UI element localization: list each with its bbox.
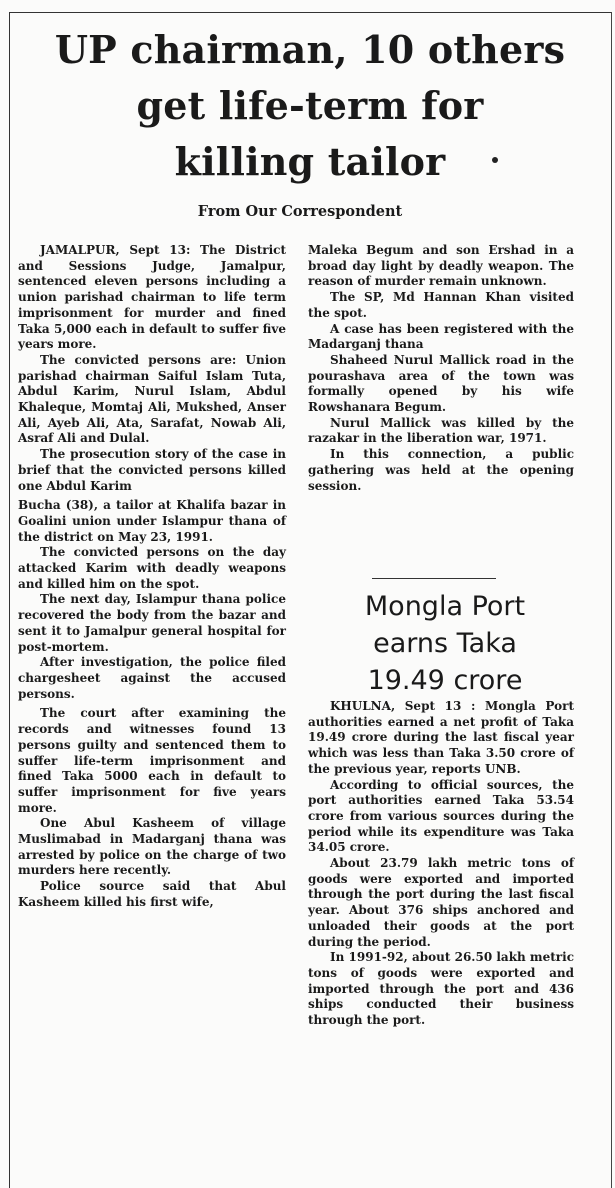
article-paragraph: The convicted persons are: Union parishad chairman Saiful Islam Tuta, Abdul Karim, Nurul Islam, Abdul Khaleque, Momtaj Ali, Mukshed, Anser Ali, Ayeb Ali, Ata, Sarafat, Nowab Ali, Asraf Ali and Dulal. <box>18 352 286 446</box>
headline-line: killing tailor <box>174 139 446 184</box>
article-paragraph: About 23.79 lakh metric tons of goods were exported and imported through the port during the last fiscal year. About 376 ships anchored and unloaded their goods at the port during the period. <box>308 856 574 949</box>
article-paragraph: Bucha (38), a tailor at Khalifa bazar in Goalini union under Islampur thana of the district on May 23, 1991. <box>18 498 286 544</box>
article-paragraph: A case has been registered with the Madarganj thana <box>308 321 574 352</box>
headline-line: get life-term for <box>136 83 484 128</box>
article-paragraph: Maleka Begum and son Ershad in a broad day light by deadly weapon. The reason of murder remain unknown. <box>308 243 574 289</box>
article-paragraph: The prosecution story of the case in brief that the convicted persons killed one Abdul Karim <box>18 447 286 493</box>
article-paragraph: The SP, Md Hannan Khan visited the spot. <box>308 290 574 320</box>
headline-line: earns Taka <box>373 628 517 659</box>
article-paragraph: In this connection, a public gathering was held at the opening session. <box>308 447 574 493</box>
byline: From Our Correspondent <box>197 203 403 220</box>
headline-line: 19.49 crore <box>367 665 523 696</box>
article-paragraph: In 1991-92, about 26.50 lakh metric tons of goods were exported and imported through the port and 436 ships conducted their business through the port. <box>308 950 574 1028</box>
article-paragraph: According to official sources, the port authorities earned Taka 53.54 crore from various sources during the period while its expenditure was Taka 34.05 crore. <box>308 777 574 855</box>
second-story-column <box>308 699 574 1029</box>
article-paragraph: Shaheed Nurul Mallick road in the pourashava area of the town was formally opened by his wife Rowshanara Begum. <box>308 352 574 415</box>
article-paragraph: The court after examining the records and witnesses found 13 persons guilty and sentenced them to suffer life-term imprisonment and fined Taka 5000 each in default to suffer imprisonment for five years more. <box>18 706 286 815</box>
article-paragraph: Police source said that Abul Kasheem killed his first wife, <box>18 879 286 909</box>
article-paragraph: JAMALPUR, Sept 13: The District and Sessions Judge, Jamalpur, sentenced eleven persons including a union parishad chairman to life term imprisonment for murder and fined Taka 5,000 each in default to suffer five years more. <box>18 243 286 352</box>
article-paragraph: The convicted persons on the day attacked Karim with deadly weapons and killed him on the spot. <box>18 545 286 591</box>
right-border-rule <box>611 12 612 1188</box>
headline-line: UP chairman, 10 others <box>54 27 566 72</box>
article-paragraph: The next day, Islampur thana police recovered the body from the bazar and sent it to Jamalpur general hospital for post-mortem. <box>18 592 286 654</box>
article-paragraph: After investigation, the police filed chargesheet against the accused persons. <box>18 655 286 701</box>
article-column-right <box>308 243 574 494</box>
article-paragraph: KHULNA, Sept 13 : Mongla Port authorities earned a net profit of Taka 19.49 crore during the last fiscal year which was less than Taka 3.50 crore of the previous year, reports UNB. <box>308 699 574 776</box>
article-paragraph: Nurul Mallick was killed by the razakar in the liberation war, 1971. <box>308 415 574 446</box>
top-border-rule <box>10 12 611 13</box>
article-paragraph: One Abul Kasheem of village Muslimabad in Madarganj thana was arrested by police on the charge of two murders here recently. <box>18 816 286 878</box>
print-speck <box>492 157 498 163</box>
article-column-left <box>18 243 286 911</box>
story-divider <box>372 578 496 579</box>
second-headline <box>300 588 590 699</box>
main-headline <box>20 22 600 190</box>
headline-line: Mongla Port <box>364 591 526 622</box>
left-border-rule <box>9 12 10 1188</box>
